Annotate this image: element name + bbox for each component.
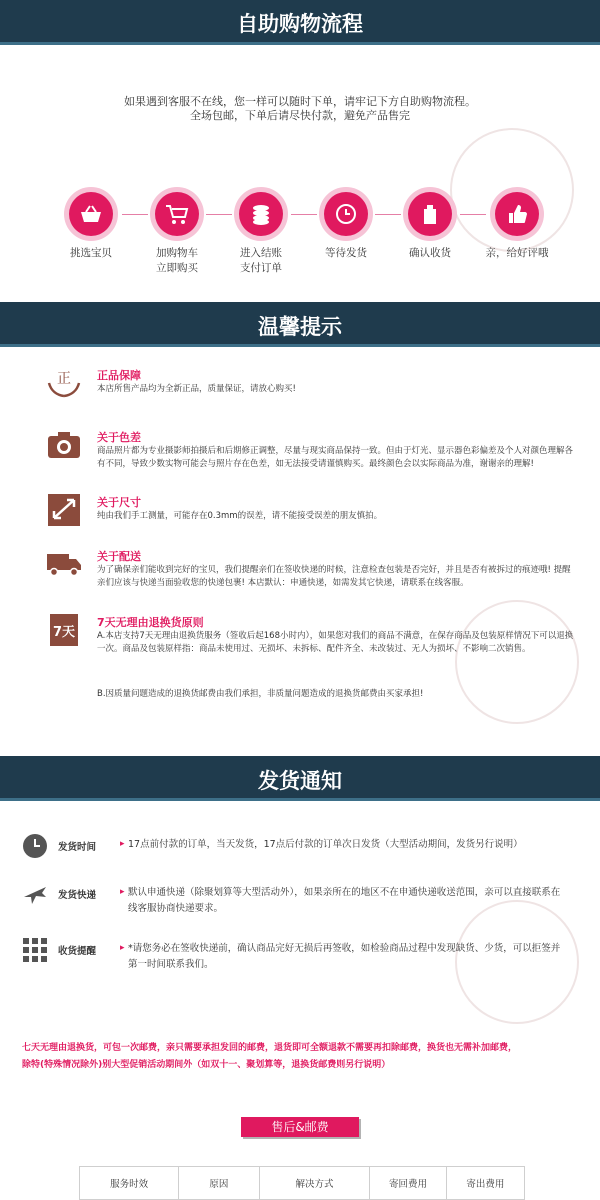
ship-label: 发货时间 — [58, 842, 97, 853]
tip-delivery — [46, 548, 586, 608]
camera-icon — [46, 429, 82, 461]
ship-row-courier — [22, 881, 582, 921]
tip-size — [46, 494, 586, 534]
step-label: 挑选宝贝 — [70, 247, 112, 259]
truck-icon — [46, 548, 82, 580]
tip-title: 关于色差 — [97, 431, 141, 444]
column-header: 寄回费用 — [370, 1167, 446, 1200]
step-select — [46, 192, 136, 261]
ship-label: 收货提醒 — [58, 946, 97, 957]
intro-line-2: 全场包邮，下单后请尽快付款，避免产品售完 — [190, 109, 410, 122]
step-label-2: 立即购买 — [156, 262, 198, 274]
tip-title: 关于配送 — [97, 550, 141, 563]
tip-title: 关于尺寸 — [97, 496, 141, 509]
tip-color — [46, 429, 586, 489]
tip-body: 本店所售产品均为全新正品，质量保证，请放心购买! — [97, 384, 296, 394]
tip-body: 商品照片都为专业摄影师拍摄后和后期修正调整，尽量与现实商品保持一致。但由于灯光、显示器色彩偏差及个人对颜色理解各有不同，导致少数实物可能会与照片存在色差，如无法接受请谨慎购买。最终颜色会以实际商品为准，谢谢亲的理解! — [97, 446, 574, 469]
step-review — [472, 192, 562, 261]
process-banner — [0, 0, 600, 45]
step-wait — [301, 192, 391, 261]
airplane-icon — [22, 881, 48, 907]
step-label: 等待发货 — [325, 247, 367, 259]
shipping-title: 发货通知 — [258, 769, 342, 793]
tips-title: 温馨提示 — [258, 315, 342, 339]
tip-body: 纯由我们手工测量，可能存在0.3mm的误差，请不能接受误差的朋友慎拍。 — [97, 511, 383, 521]
ship-label: 发货快递 — [58, 890, 97, 901]
package-icon — [408, 192, 452, 236]
step-label-2: 支付订单 — [240, 262, 282, 274]
arrow-right-icon: ▸ — [120, 887, 125, 897]
tip-body: A.本店支持7天无理由退换货服务（签收后起168小时内），如果您对我们的商品不满意，在保存商品及包装原样情况下可以退换一次。商品及包装原样指：商品未使用过、无损坏、未拆标、配件齐全、未改装过、无人为损坏、不影响二次销售。 — [97, 631, 574, 654]
ship-text: 默认申通快递（除聚划算等大型活动外），如果亲所在的地区不在申通快递收送范围，亲可以直接联系在线客服协商快递要求。 — [128, 887, 561, 914]
tip-body: 为了确保亲们能收到完好的宝贝，我们提醒亲们在签收快递的时候，注意检查包装是否完好，并且是否有被拆过的痕迹哦! 提醒亲们应该与快递当面验收您的快递包裹! 本店默认：申通快递，如需发其它快递，请联系在线客服。 — [97, 565, 571, 588]
thumbs-up-icon — [495, 192, 539, 236]
process-title: 自助购物流程 — [237, 12, 363, 36]
ship-text: 17点前付款的订单，当天发货，17点后付款的订单次日发货（大型活动期间，发货另行说明） — [128, 839, 523, 850]
tip-body-2: B.因质量问题造成的退换货邮费由我们承担，非质量问题造成的退换货邮费由买家承担! — [97, 689, 424, 699]
after-sales-button[interactable]: 售后&邮费 — [241, 1117, 359, 1137]
step-label: 进入结账 — [240, 247, 282, 259]
step-checkout — [216, 192, 306, 276]
clock-icon — [324, 192, 368, 236]
fee-table — [79, 1166, 525, 1200]
column-header: 原因 — [179, 1167, 259, 1200]
tips-banner — [0, 302, 600, 347]
step-confirm — [385, 192, 475, 261]
ship-row-receipt — [22, 937, 582, 977]
policy-line-2: 除特(特殊情况除外)别大型促销活动期间外（如双十一、聚划算等，退换货邮费则另行说明） — [22, 1060, 391, 1070]
tip-genuine — [46, 367, 586, 407]
cart-icon — [155, 192, 199, 236]
step-label: 亲，给好评哦 — [485, 247, 549, 259]
basket-icon — [69, 192, 113, 236]
tip-title: 7天无理由退换货原则 — [97, 616, 204, 629]
return-policy-notice — [22, 1040, 582, 1074]
svg-text:正: 正 — [57, 371, 71, 387]
column-header: 寄出费用 — [446, 1167, 524, 1200]
intro-line-1: 如果遇到客服不在线，您一样可以随时下单，请牢记下方自助购物流程。 — [124, 95, 476, 108]
policy-line-1: 七天无理由退换货，可包一次邮费，亲只需要承担发回的邮费，退货即可全额退款不需要再扣除邮费，换货也无需补加邮费， — [22, 1043, 518, 1053]
ship-text: *请您务必在签收快递前，确认商品完好无损后再签收，如检验商品过程中发现缺货、少货，可以拒签并第一时间联系我们。 — [128, 943, 561, 970]
grid-icon — [22, 937, 48, 963]
column-header: 解决方式 — [259, 1167, 370, 1200]
column-header: 服务时效 — [80, 1167, 179, 1200]
svg-text:7天: 7天 — [52, 625, 76, 640]
step-label: 加购物车 — [156, 247, 198, 259]
genuine-hands-icon — [46, 367, 82, 399]
ship-row-time — [22, 833, 582, 863]
resize-arrow-icon — [46, 494, 82, 526]
step-label: 确认收货 — [409, 247, 451, 259]
coins-icon — [239, 192, 283, 236]
step-cart — [132, 192, 222, 276]
arrow-right-icon: ▸ — [120, 943, 125, 953]
clock-icon — [22, 833, 48, 859]
arrow-right-icon: ▸ — [120, 839, 125, 849]
tip-return — [46, 614, 586, 704]
shipping-banner — [0, 756, 600, 801]
tip-title: 正品保障 — [97, 369, 141, 382]
fee-table-header — [80, 1167, 525, 1200]
seven-days-return-icon — [46, 614, 82, 646]
